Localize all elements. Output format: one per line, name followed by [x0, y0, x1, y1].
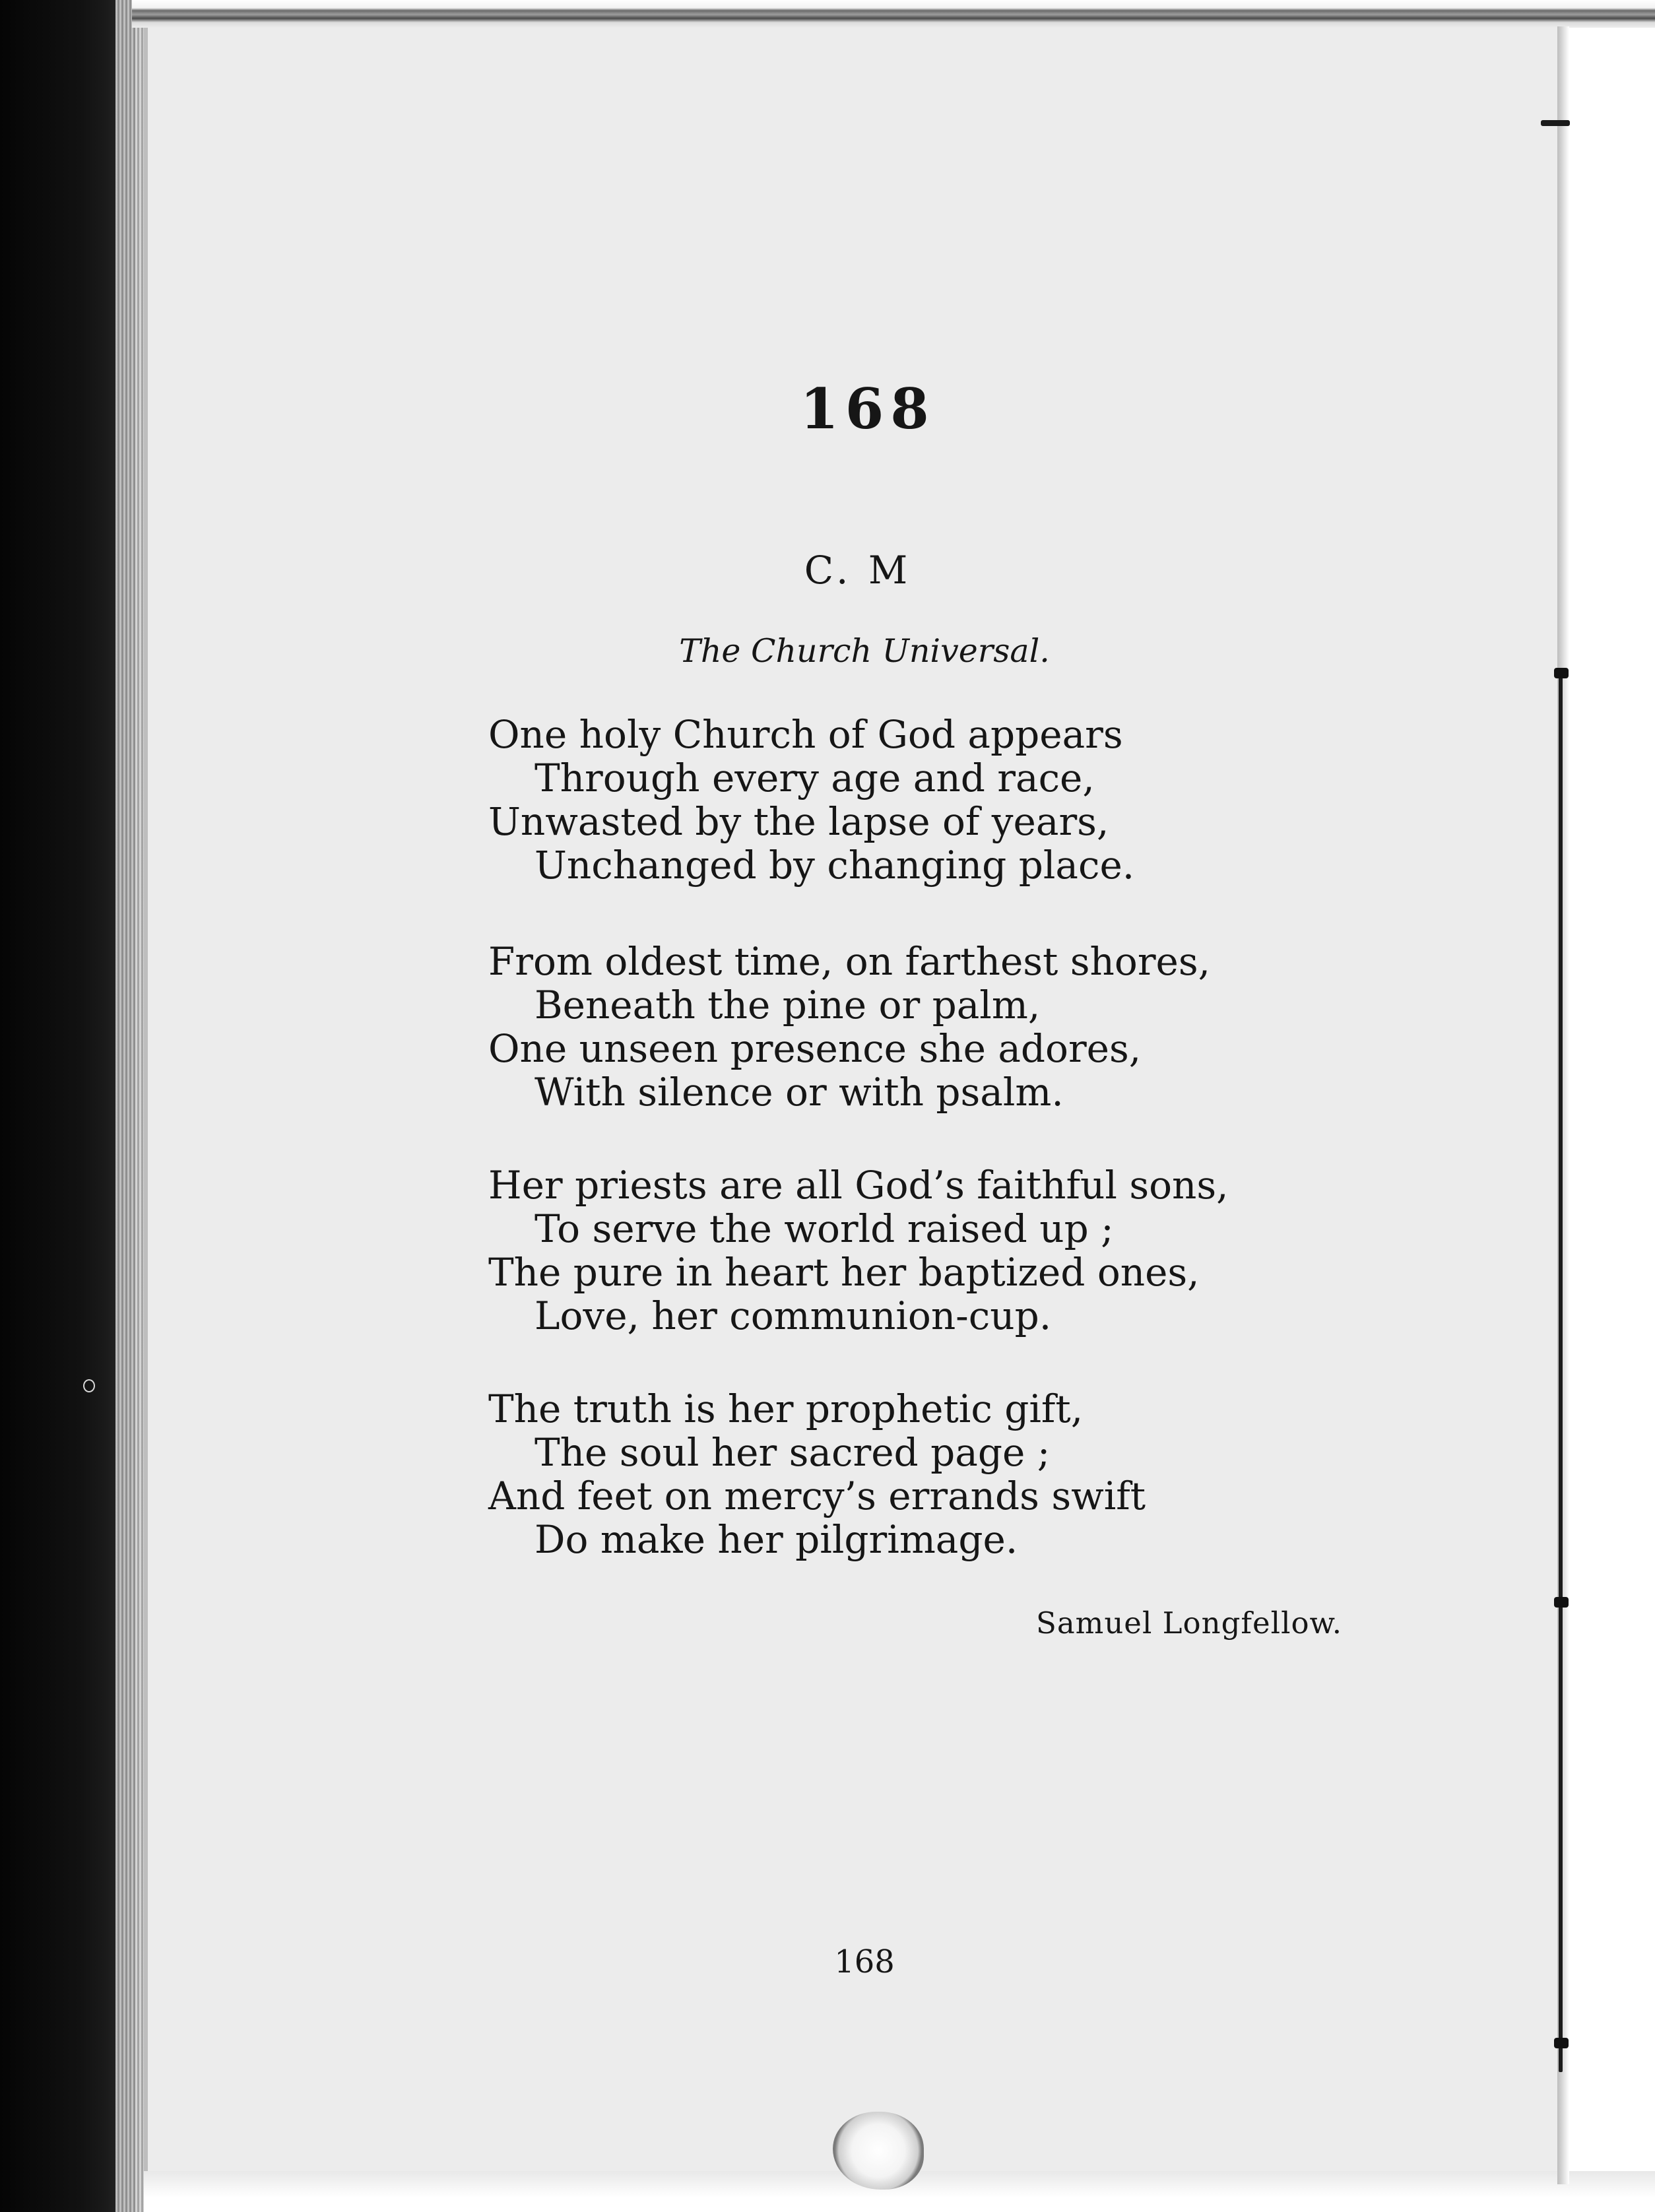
top-right-mark — [1541, 120, 1570, 126]
stanza-2 — [488, 940, 1320, 1114]
verse-line: With silence or with psalm. — [535, 1070, 1064, 1115]
binding-hole — [83, 1379, 95, 1392]
verse-line: Through every age and race, — [535, 756, 1095, 800]
verse-line: And feet on mercy’s errands swift — [488, 1474, 1146, 1518]
hymn-number: 168 — [800, 376, 936, 441]
verse-line: Her priests are all God’s faithful sons, — [488, 1163, 1229, 1208]
page-number: 168 — [834, 1943, 895, 1980]
hymn-title: The Church Universal. — [679, 632, 1050, 670]
verse-line: From oldest time, on farthest shores, — [488, 939, 1211, 984]
verse-line: To serve the world raised up ; — [535, 1206, 1114, 1251]
bookmark-ribbon — [1559, 673, 1563, 2072]
verse-line: The soul her sacred page ; — [535, 1430, 1051, 1475]
verse-line: One unseen presence she adores, — [488, 1026, 1142, 1071]
top-page-edge — [132, 0, 1655, 28]
verse-line: Unwasted by the lapse of years, — [488, 799, 1109, 844]
verse-line: Unchanged by changing place. — [535, 843, 1135, 888]
verse-line: The truth is her prophetic gift, — [488, 1386, 1084, 1431]
verse-line: One holy Church of God appears — [488, 712, 1123, 757]
hymn-meter: C. M — [804, 548, 912, 593]
verse-line: Beneath the pine or palm, — [535, 983, 1041, 1027]
ribbon-knot — [1554, 2038, 1569, 2048]
hymn-author: Samuel Longfellow. — [1036, 1606, 1343, 1641]
paper-damage-spot — [833, 2112, 924, 2190]
ribbon-knot — [1554, 1597, 1569, 1608]
stanza-4 — [488, 1387, 1320, 1561]
verse-line: Do make her pilgrimage. — [535, 1517, 1018, 1562]
verse-line: Love, her communion-cup. — [535, 1293, 1052, 1338]
stanza-3 — [488, 1163, 1320, 1338]
verse-line: The pure in heart her baptized ones, — [488, 1250, 1200, 1295]
stanza-1 — [488, 713, 1320, 887]
